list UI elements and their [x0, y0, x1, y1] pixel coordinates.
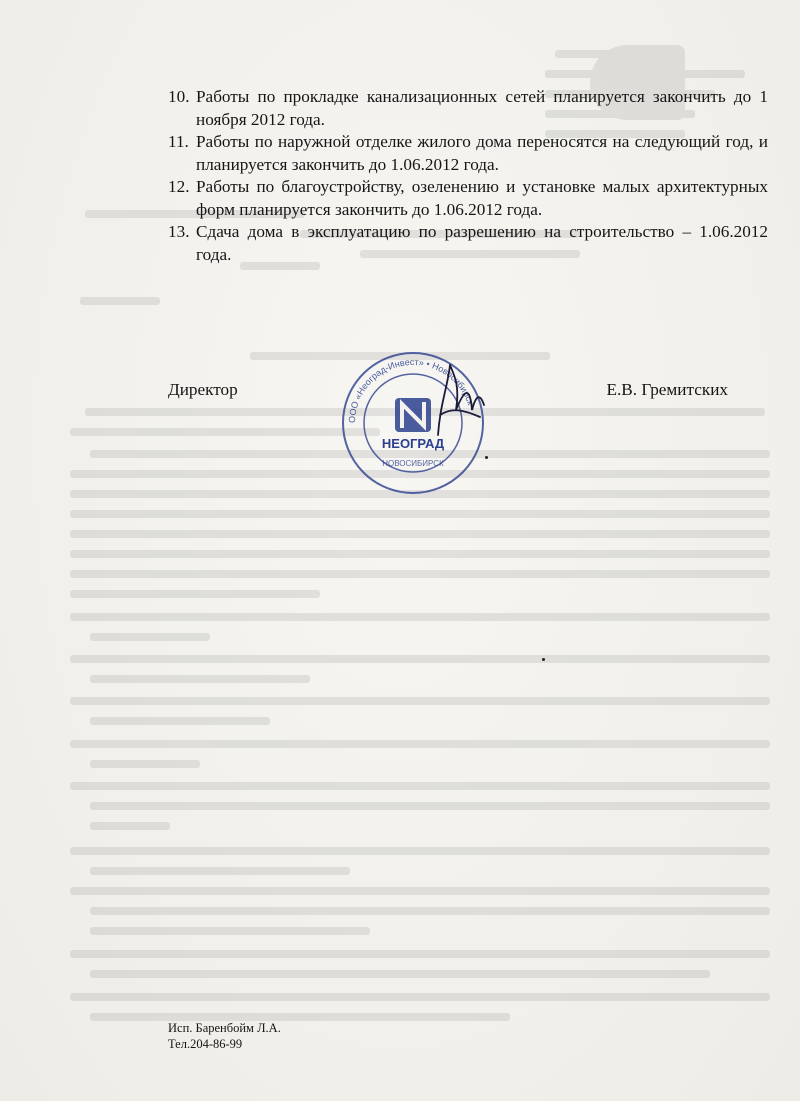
signer-title: Директор [168, 380, 238, 399]
item-text: Работы по наружной отделке жилого дома переносятся на следующий год, и планируется закончить до 1.06.2012 года. [196, 132, 768, 174]
item-number: 12. [168, 177, 190, 196]
stamp-logo-text: НЕОГРАД [381, 436, 445, 451]
executor-block [168, 1020, 281, 1052]
item-number: 10. [168, 87, 190, 106]
ink-dot [542, 658, 545, 661]
work-schedule-list [168, 86, 768, 266]
item-text: Работы по благоустройству, озеленению и установке малых архитектурных форм планируется закончить до 1.06.2012 года. [196, 177, 768, 219]
item-text: Работы по прокладке канализационных сетей планируется закончить до 1 ноября 2012 года. [196, 87, 768, 129]
list-item [168, 131, 768, 176]
stamp-city-text: НОВОСИБИРСК [382, 459, 444, 468]
item-number: 13. [168, 222, 190, 241]
executor-phone: Тел.204-86-99 [168, 1037, 243, 1051]
item-text: Сдача дома в эксплуатацию по разрешению на строительство – 1.06.2012 года. [196, 222, 768, 264]
ink-dot [485, 456, 488, 459]
signer-name: Е.В. Гремитских [606, 380, 728, 399]
handwritten-signature [420, 355, 500, 445]
list-item [168, 176, 768, 221]
stamp-ring-text: ООО «Неоград-Инвест» • Новосибирск • [346, 356, 478, 424]
executor-name: Исп. Баренбойм Л.А. [168, 1021, 281, 1035]
list-item [168, 86, 768, 131]
list-item [168, 221, 768, 266]
item-number: 11. [168, 132, 189, 151]
